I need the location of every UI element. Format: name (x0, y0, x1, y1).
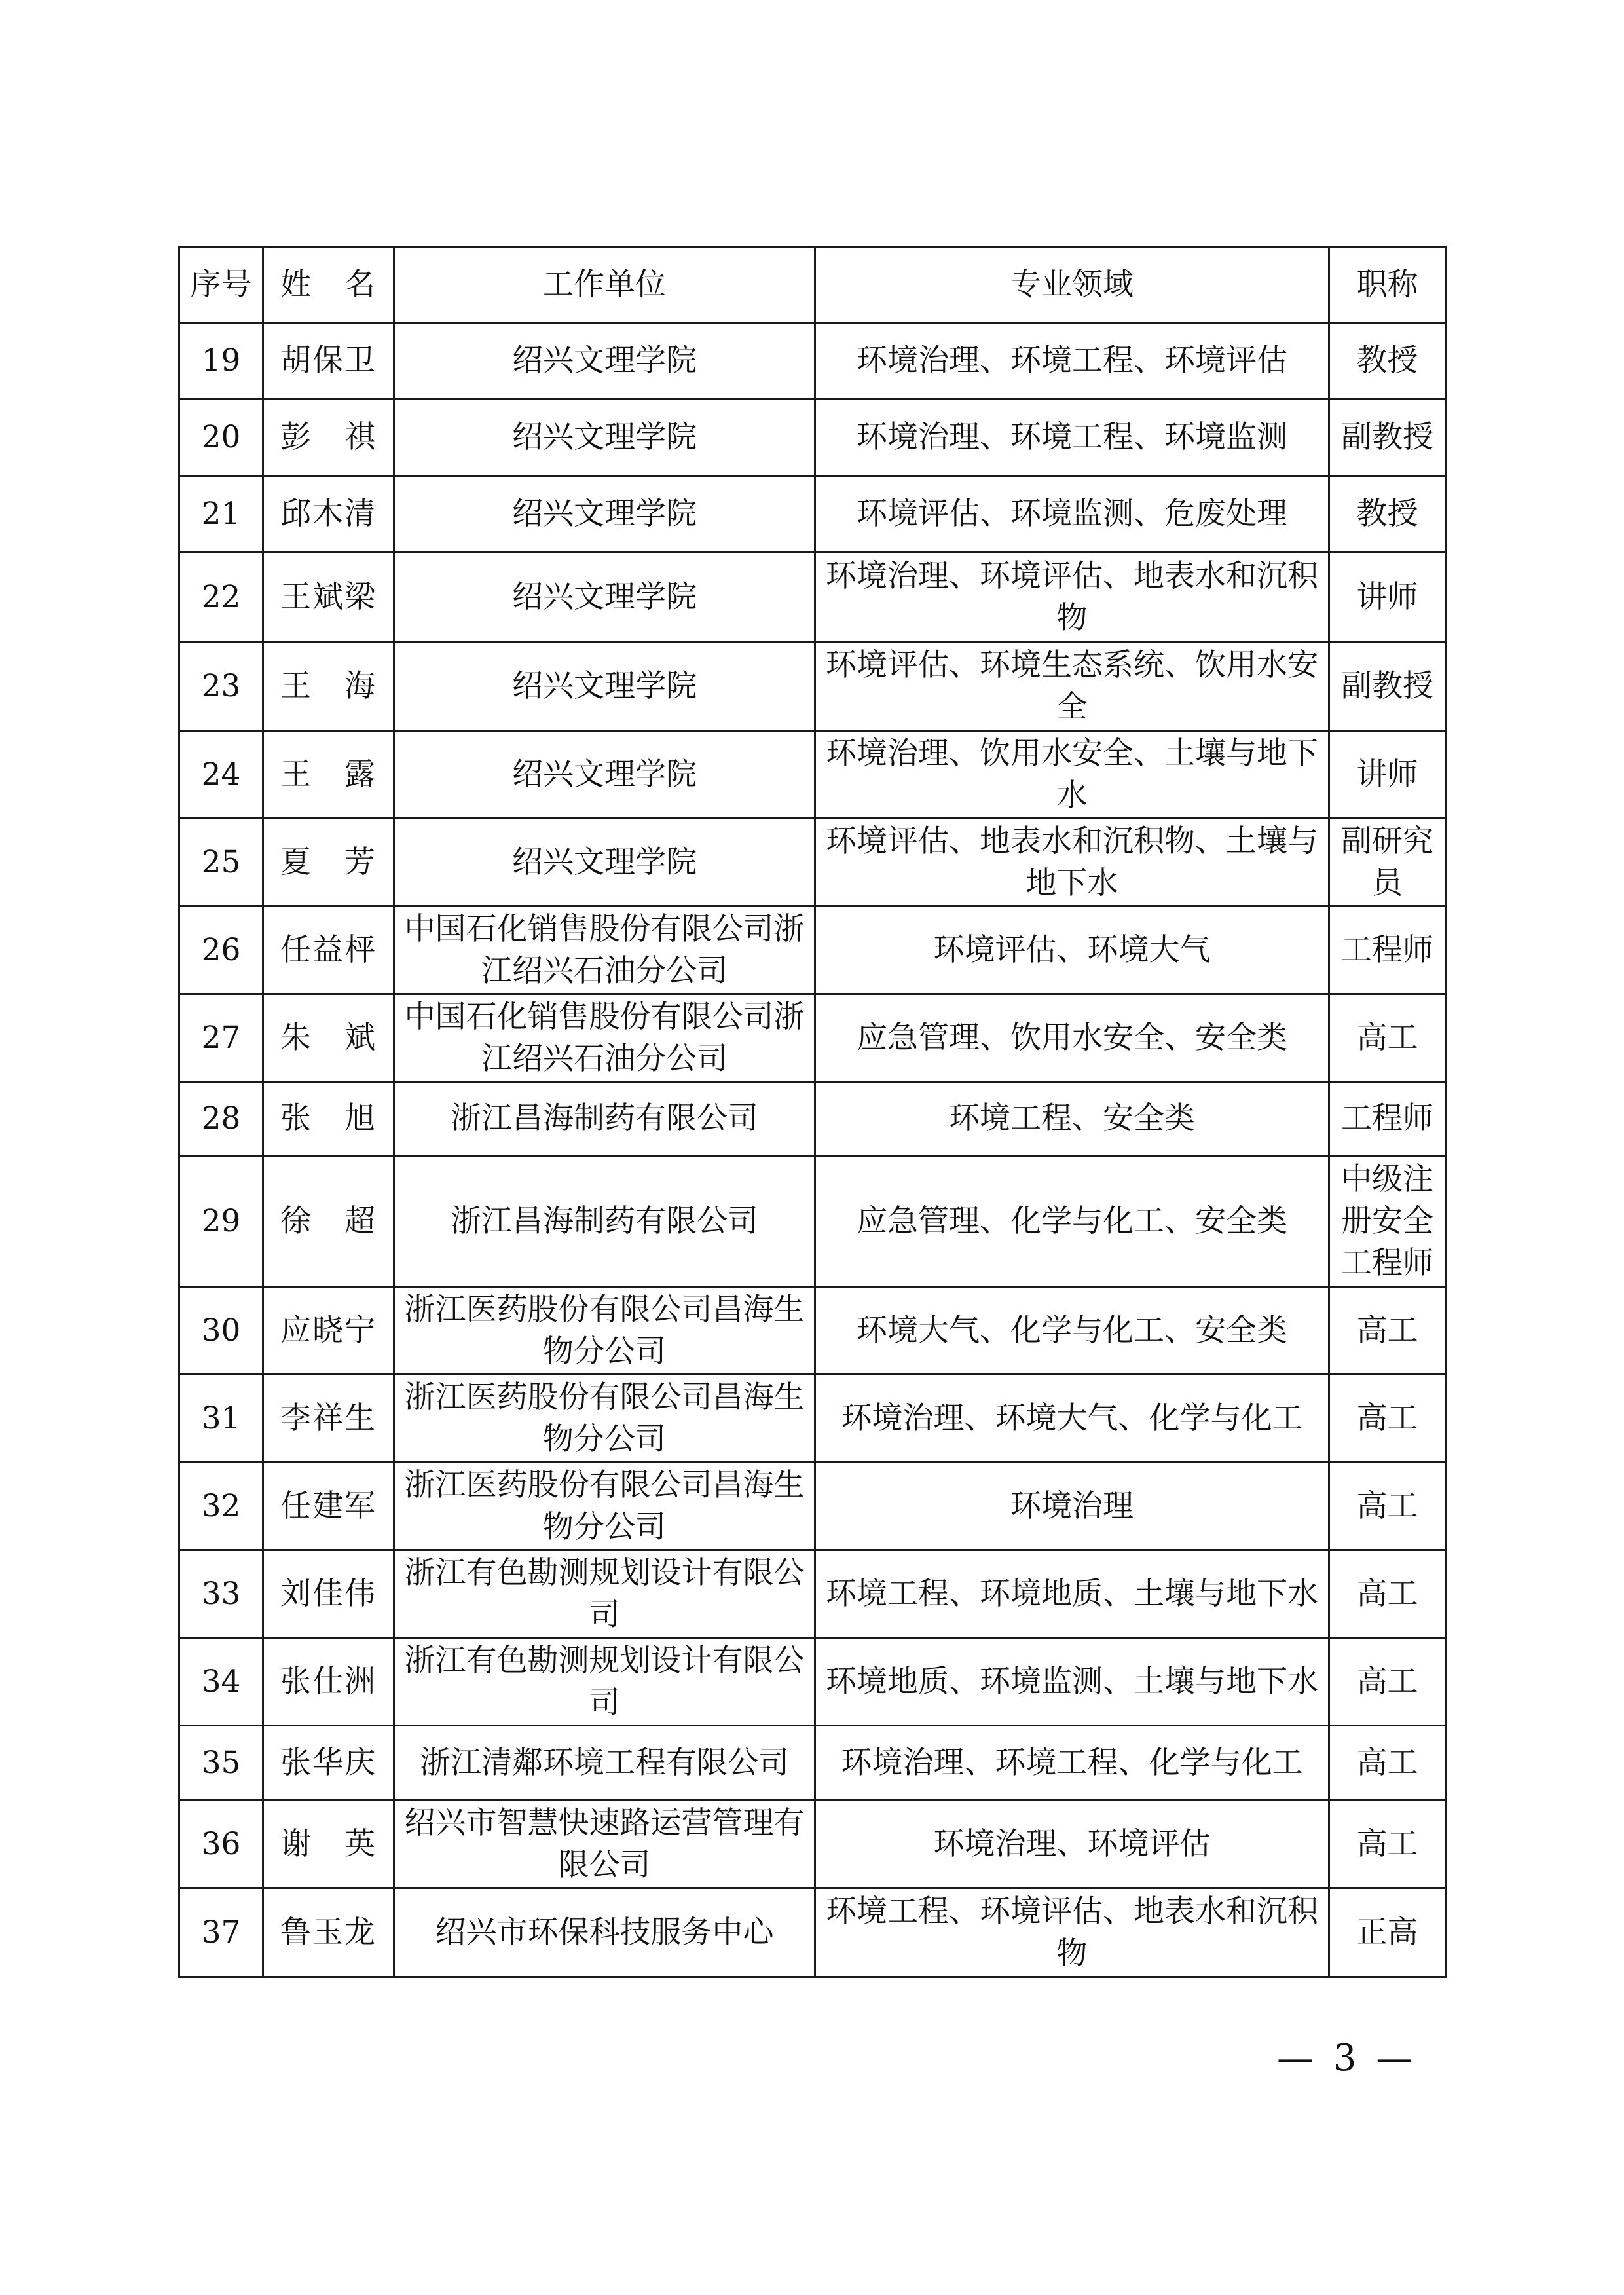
row-unit: 中国石化销售股份有限公司浙江绍兴石油分公司 (394, 906, 815, 994)
table-row (179, 994, 1446, 1082)
table-row (179, 819, 1446, 906)
table-row (179, 1550, 1446, 1638)
row-no: 28 (179, 1082, 263, 1156)
row-unit: 绍兴市环保科技服务中心 (394, 1888, 815, 1977)
row-unit: 绍兴文理学院 (394, 731, 815, 819)
row-no: 24 (179, 731, 263, 819)
row-field: 环境评估、地表水和沉积物、土壤与地下水 (815, 819, 1329, 906)
table-row (179, 400, 1446, 476)
row-field: 环境治理、环境大气、化学与化工 (815, 1375, 1329, 1463)
row-title: 教授 (1329, 476, 1446, 553)
row-unit: 浙江医药股份有限公司昌海生物分公司 (394, 1375, 815, 1463)
row-title: 讲师 (1329, 553, 1446, 642)
table-row (179, 906, 1446, 994)
row-no: 22 (179, 553, 263, 642)
row-title: 副教授 (1329, 642, 1446, 731)
table-row (179, 1801, 1446, 1888)
row-title: 高工 (1329, 1287, 1446, 1375)
row-no: 29 (179, 1156, 263, 1287)
row-field: 环境治理、环境评估、地表水和沉积物 (815, 553, 1329, 642)
row-no: 36 (179, 1801, 263, 1888)
table-row (179, 1287, 1446, 1375)
expert-roster-table (178, 246, 1447, 1978)
row-field: 环境评估、环境大气 (815, 906, 1329, 994)
row-unit: 绍兴文理学院 (394, 323, 815, 400)
row-unit: 浙江医药股份有限公司昌海生物分公司 (394, 1463, 815, 1550)
row-title: 工程师 (1329, 906, 1446, 994)
table-row (179, 1463, 1446, 1550)
row-no: 27 (179, 994, 263, 1082)
row-name: 王 海 (263, 642, 394, 731)
table-row (179, 1375, 1446, 1463)
row-unit: 浙江医药股份有限公司昌海生物分公司 (394, 1287, 815, 1375)
table-row (179, 323, 1446, 400)
row-name: 刘佳伟 (263, 1550, 394, 1638)
table-row (179, 1156, 1446, 1287)
row-title: 高工 (1329, 994, 1446, 1082)
row-unit: 绍兴文理学院 (394, 553, 815, 642)
row-no: 31 (179, 1375, 263, 1463)
table-row (179, 1726, 1446, 1801)
row-name: 张 旭 (263, 1082, 394, 1156)
row-name: 朱 斌 (263, 994, 394, 1082)
table-row (179, 553, 1446, 642)
row-title: 高工 (1329, 1375, 1446, 1463)
row-no: 33 (179, 1550, 263, 1638)
table-row (179, 731, 1446, 819)
row-name: 胡保卫 (263, 323, 394, 400)
row-field: 环境治理、环境工程、环境评估 (815, 323, 1329, 400)
row-unit: 中国石化销售股份有限公司浙江绍兴石油分公司 (394, 994, 815, 1082)
row-field: 环境治理 (815, 1463, 1329, 1550)
row-unit: 浙江有色勘测规划设计有限公司 (394, 1550, 815, 1638)
row-unit: 浙江清鄰环境工程有限公司 (394, 1726, 815, 1801)
row-name: 张华庆 (263, 1726, 394, 1801)
header-title: 职称 (1329, 247, 1446, 323)
row-name: 王斌梁 (263, 553, 394, 642)
row-title: 副教授 (1329, 400, 1446, 476)
row-unit: 浙江昌海制药有限公司 (394, 1156, 815, 1287)
row-name: 彭 祺 (263, 400, 394, 476)
row-field: 环境大气、化学与化工、安全类 (815, 1287, 1329, 1375)
row-field: 环境工程、环境评估、地表水和沉积物 (815, 1888, 1329, 1977)
header-no: 序号 (179, 247, 263, 323)
row-no: 21 (179, 476, 263, 553)
row-name: 鲁玉龙 (263, 1888, 394, 1977)
row-field: 应急管理、饮用水安全、安全类 (815, 994, 1329, 1082)
table-row (179, 476, 1446, 553)
row-title: 高工 (1329, 1550, 1446, 1638)
row-name: 邱木清 (263, 476, 394, 553)
row-unit: 绍兴文理学院 (394, 819, 815, 906)
table-row (179, 1638, 1446, 1726)
row-no: 34 (179, 1638, 263, 1726)
row-field: 环境评估、环境监测、危废处理 (815, 476, 1329, 553)
header-name: 姓 名 (263, 247, 394, 323)
table-row (179, 1082, 1446, 1156)
table-row (179, 1888, 1446, 1977)
row-field: 环境工程、安全类 (815, 1082, 1329, 1156)
row-name: 任建军 (263, 1463, 394, 1550)
row-title: 工程师 (1329, 1082, 1446, 1156)
row-field: 环境治理、饮用水安全、土壤与地下水 (815, 731, 1329, 819)
row-unit: 绍兴文理学院 (394, 400, 815, 476)
row-title: 高工 (1329, 1638, 1446, 1726)
row-title: 高工 (1329, 1463, 1446, 1550)
header-unit: 工作单位 (394, 247, 815, 323)
table-header-row (179, 247, 1446, 323)
row-unit: 绍兴文理学院 (394, 642, 815, 731)
row-title: 教授 (1329, 323, 1446, 400)
row-field: 环境治理、环境评估 (815, 1801, 1329, 1888)
row-no: 23 (179, 642, 263, 731)
row-unit: 绍兴市智慧快速路运营管理有限公司 (394, 1801, 815, 1888)
row-no: 25 (179, 819, 263, 906)
row-field: 环境地质、环境监测、土壤与地下水 (815, 1638, 1329, 1726)
row-no: 20 (179, 400, 263, 476)
row-title: 高工 (1329, 1726, 1446, 1801)
row-title: 副研究员 (1329, 819, 1446, 906)
table-row (179, 642, 1446, 731)
row-field: 环境治理、环境工程、化学与化工 (815, 1726, 1329, 1801)
row-title: 讲师 (1329, 731, 1446, 819)
row-no: 19 (179, 323, 263, 400)
page-number: — 3 — (1277, 2037, 1417, 2080)
row-name: 徐 超 (263, 1156, 394, 1287)
row-field: 应急管理、化学与化工、安全类 (815, 1156, 1329, 1287)
row-no: 37 (179, 1888, 263, 1977)
row-name: 王 露 (263, 731, 394, 819)
row-no: 26 (179, 906, 263, 994)
row-name: 应晓宁 (263, 1287, 394, 1375)
row-field: 环境治理、环境工程、环境监测 (815, 400, 1329, 476)
row-field: 环境评估、环境生态系统、饮用水安全 (815, 642, 1329, 731)
row-name: 张仕洲 (263, 1638, 394, 1726)
row-name: 夏 芳 (263, 819, 394, 906)
row-no: 32 (179, 1463, 263, 1550)
row-title: 高工 (1329, 1801, 1446, 1888)
row-field: 环境工程、环境地质、土壤与地下水 (815, 1550, 1329, 1638)
row-name: 任益枰 (263, 906, 394, 994)
row-no: 30 (179, 1287, 263, 1375)
row-unit: 绍兴文理学院 (394, 476, 815, 553)
header-field: 专业领域 (815, 247, 1329, 323)
row-name: 谢 英 (263, 1801, 394, 1888)
row-title: 正高 (1329, 1888, 1446, 1977)
row-unit: 浙江有色勘测规划设计有限公司 (394, 1638, 815, 1726)
row-unit: 浙江昌海制药有限公司 (394, 1082, 815, 1156)
row-no: 35 (179, 1726, 263, 1801)
row-name: 李祥生 (263, 1375, 394, 1463)
row-title: 中级注册安全工程师 (1329, 1156, 1446, 1287)
